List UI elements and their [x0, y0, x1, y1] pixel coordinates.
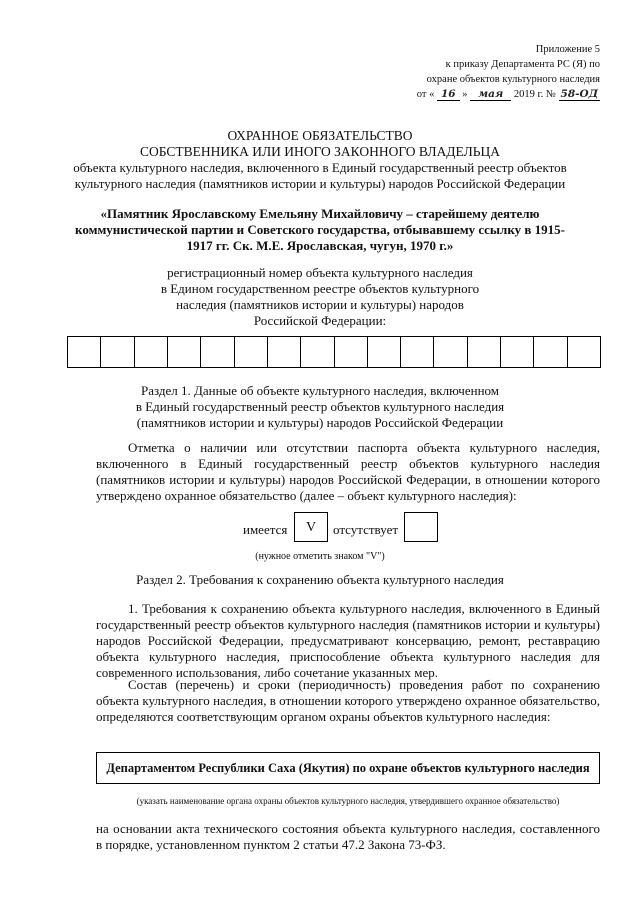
date-mid: »: [462, 89, 468, 100]
monument-name: [40, 206, 600, 254]
subtitle-line-2: культурного наследия (памятников истории и культуры) народов Российской Федерации: [74, 176, 566, 191]
registration-line-3: наследия (памятников истории и культуры) народов: [176, 297, 464, 312]
annex-line-1: Приложение 5: [535, 44, 600, 55]
authority-field-caption: (указать наименование органа охраны объектов культурного наследия, утвердившего охранное обязательство): [136, 796, 560, 806]
reg-cell[interactable]: [401, 337, 434, 367]
reg-cell[interactable]: [168, 337, 201, 367]
reg-cell[interactable]: [568, 337, 600, 367]
reg-cell[interactable]: [468, 337, 501, 367]
reg-cell[interactable]: [534, 337, 567, 367]
section-1-line-2: в Единый государственный реестр объектов культурного наследия: [135, 399, 505, 414]
reg-cell[interactable]: [368, 337, 401, 367]
reg-cell[interactable]: [434, 337, 467, 367]
document-subtitle: [40, 160, 600, 192]
passport-mark-paragraph: Отметка о наличии или отсутствии паспорта объекта культурного наследия, включенного в Единый государственный реестр объектов культурного наследия (памятников истории и культуры) народов Российской Федерации, в отношении которого утверждено охранное обязательство (далее – объект культурного наследия):: [96, 440, 600, 503]
document-title: [40, 128, 600, 160]
has-passport-checkbox[interactable]: V: [294, 512, 328, 542]
section-1-heading: [40, 383, 600, 431]
no-passport-checkbox[interactable]: [404, 512, 438, 542]
section-2-heading: Раздел 2. Требования к сохранению объекта культурного наследия: [136, 572, 504, 587]
annex-line-3: охране объектов культурного наследия: [426, 74, 600, 85]
title-line-2: СОБСТВЕННИКА ИЛИ ИНОГО ЗАКОННОГО ВЛАДЕЛЬЦА: [139, 144, 500, 159]
registration-number-field[interactable]: [67, 336, 601, 368]
reg-cell[interactable]: [235, 337, 268, 367]
monument-line-2: коммунистической партии и Советского государства, отбывавшему ссылку в 1915-: [75, 222, 565, 237]
registration-line-4: Российской Федерации:: [253, 313, 387, 328]
reg-cell[interactable]: [501, 337, 534, 367]
section-1-line-3: (памятников истории и культуры) народов Российской Федерации: [136, 415, 504, 430]
requirements-paragraph: 1. Требования к сохранению объекта культурного наследия, включенного в Единый государственный реестр объектов культурного наследия (памятников истории и культуры) народов Российской Федерации, предусматривают консервацию, ремонт, реставрацию объекта культурного наследия, приспособление объекта культурного наследия для современного использования, либо сочетание указанных мер.: [96, 601, 600, 680]
date-day: 16: [437, 88, 460, 101]
works-composition-paragraph: Состав (перечень) и сроки (периодичность) проведения работ по сохранению объекта культурного наследия, в отношении которого утверждено охранное обязательство, определяются соответствующим органом охраны объектов культурного наследия:: [96, 677, 600, 724]
monument-line-3: 1917 гг. Ск. М.Е. Ярославская, чугун, 1970 г.»: [186, 238, 454, 253]
registration-line-1: регистрационный номер объекта культурного наследия: [167, 265, 473, 280]
reg-cell[interactable]: [201, 337, 234, 367]
registration-line-2: в Едином государственном реестре объектов культурного: [160, 281, 480, 296]
reg-cell[interactable]: [101, 337, 134, 367]
annex-line-2: к приказу Департамента РС (Я) по: [445, 59, 600, 70]
authority-field[interactable]: Департаментом Республики Саха (Якутия) по охране объектов культурного наследия: [96, 752, 600, 784]
has-passport-label: имеется: [243, 522, 288, 537]
reg-cell[interactable]: [301, 337, 334, 367]
date-month: мая: [470, 88, 511, 101]
reg-cell[interactable]: [335, 337, 368, 367]
mark-instruction-note: (нужное отметить знаком "V"): [255, 551, 385, 562]
reg-cell[interactable]: [268, 337, 301, 367]
reg-cell[interactable]: [135, 337, 168, 367]
passport-presence-options: [0, 512, 640, 546]
order-number: 58-ОД: [560, 88, 598, 100]
date-prefix: от «: [416, 89, 435, 100]
date-year: 2019 г. №: [513, 89, 556, 100]
basis-paragraph: на основании акта технического состояния объекта культурного наследия, составленного в порядке, установленном пунктом 2 статьи 47.2 Закона 73-ФЗ.: [96, 821, 600, 852]
registration-label: [40, 265, 600, 329]
annex-header: [417, 42, 600, 102]
monument-line-1: «Памятник Ярославскому Емельяну Михайловичу – старейшему деятелю: [100, 206, 540, 221]
no-passport-label: отсутствует: [333, 522, 399, 537]
title-line-1: ОХРАННОЕ ОБЯЗАТЕЛЬСТВО: [227, 128, 413, 143]
reg-cell[interactable]: [68, 337, 101, 367]
subtitle-line-1: объекта культурного наследия, включенного в Единый государственный реестр объектов: [73, 160, 567, 175]
section-1-line-1: Раздел 1. Данные об объекте культурного наследия, включенном: [140, 383, 500, 398]
annex-date-line: [417, 87, 600, 102]
